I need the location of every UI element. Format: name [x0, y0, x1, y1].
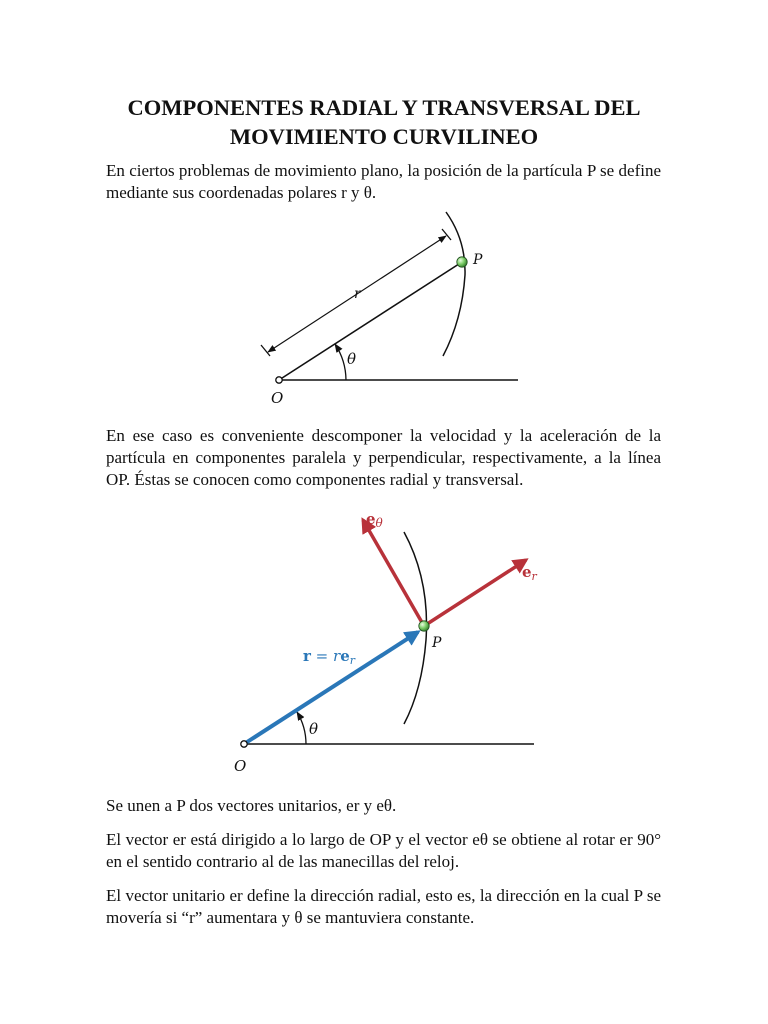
fig1-label-theta: θ — [347, 350, 357, 368]
fig2-label-etheta-sub: θ — [375, 516, 383, 530]
paragraph-unit-vectors: Se unen a P dos vectores unitarios, er y eθ. — [106, 796, 397, 815]
title-line-2: MOVIMIENTO CURVILINEO — [229, 124, 539, 149]
paragraph-radial-direction: El vector unitario er define la dirección radial, esto es, la dirección en la cual P se movería si “r” aumentara y θ se mantuviera constante. — [106, 886, 661, 927]
fig1-label-p: P — [473, 252, 483, 268]
fig2-label-er-e: e — [522, 563, 532, 581]
fig2-eq-sub-r: r — [349, 654, 355, 667]
fig2-label-p: P — [432, 635, 442, 651]
fig2-label-r-equation — [303, 647, 356, 667]
title-line-1: COMPONENTES RADIAL Y TRANSVERSAL DEL — [127, 95, 641, 120]
fig2-label-etheta-e: e — [366, 510, 376, 528]
fig2-label-o: O — [234, 757, 247, 775]
fig2-origin-point — [241, 741, 247, 747]
fig2-eq-equals: = — [310, 647, 334, 665]
paragraph-er-etheta: El vector er está dirigido a lo largo de OP y el vector eθ se obtiene al rotar er 90° en el sentido contrario al de las manecillas del reloj. — [106, 830, 661, 871]
fig2-label-er — [522, 563, 538, 583]
fig2-eq-scalar-r: r — [333, 647, 341, 665]
fig1-label-r: r — [354, 286, 361, 302]
fig2-label-theta: θ — [309, 720, 319, 738]
fig2-particle-p — [419, 621, 429, 631]
fig2-vector-etheta — [363, 520, 424, 626]
fig2-vector-er — [424, 560, 526, 626]
fig2-label-etheta — [366, 510, 384, 530]
fig2-eq-vec-r: r — [303, 647, 311, 665]
paragraph-intro: En ciertos problemas de movimiento plano, la posición de la partícula P se define mediante sus coordenadas polares r y θ. — [106, 161, 661, 202]
fig1-label-o: O — [271, 389, 284, 407]
fig2-angle-arc — [297, 712, 306, 744]
paragraph-components: En ese caso es conveniente descomponer la velocidad y la aceleración de la partícula en componentes paralela y perpendicular, respectivamente, a la línea OP. Éstas se conocen como componentes radial y transversal. — [106, 426, 661, 489]
fig2-eq-e: e — [340, 647, 350, 665]
fig2-label-er-sub: r — [531, 570, 537, 583]
